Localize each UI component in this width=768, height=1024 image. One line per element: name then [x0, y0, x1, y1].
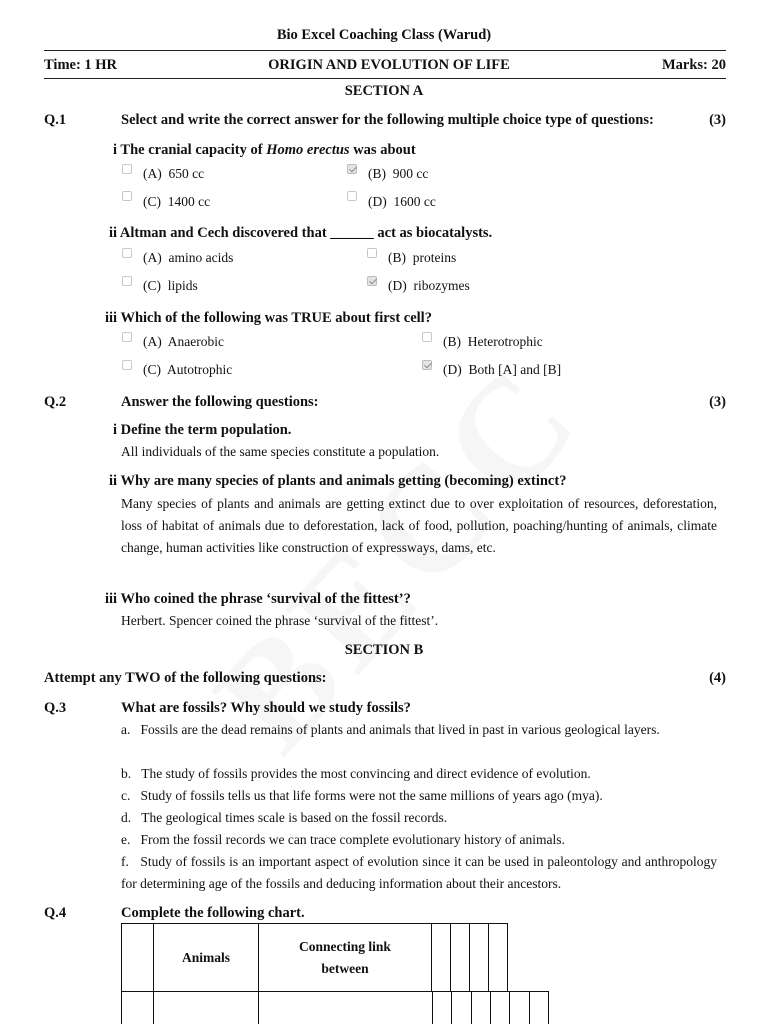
header-bottom-rule: [44, 78, 726, 79]
chart-cell-blank: [470, 924, 489, 992]
chart-row-line: [490, 991, 548, 992]
q3-number: Q.3: [44, 700, 67, 716]
q1-i-option-d: (D) 1600 cc: [368, 194, 436, 209]
chart-col-line: [258, 991, 259, 1024]
q2-item-1-question: i Define the term population.: [113, 422, 292, 438]
q1-iii-option-a: (A) Anaerobic: [143, 334, 224, 349]
q1-iii-option-c-checkbox[interactable]: [122, 360, 132, 370]
q1-ii-option-c: (C) lipids: [143, 278, 198, 293]
q3-point-f: f. Study of fossils is an important aspect of evolution since it can be used in paleontology and anthropology for determining age of the fossils and deducing information about their ancestors.: [121, 854, 717, 891]
q1-item-3-stem: Which of the following was TRUE about first cell?: [120, 310, 432, 326]
q1-text: Select and write the correct answer for the following multiple choice type of questions:: [121, 112, 654, 128]
q1-ii-option-b: (B) proteins: [388, 250, 457, 265]
q1-item-2: [109, 225, 492, 242]
q3-point-b: b. The study of fossils provides the most convincing and direct evidence of evolution.: [121, 766, 591, 781]
q1-i-option-b: (B) 900 cc: [368, 166, 429, 181]
chart-col-line: [451, 991, 452, 1024]
q2-item-2-answer: Many species of plants and animals are getting extinct due to over exploitation of resources, deforestation, loss of habitat of animals due to deforestation, lack of food, pollution, poaching/hunting of animals, climate change, human activities like construction of expressways, dams, etc.: [121, 496, 717, 555]
q1-i-option-a-checkbox[interactable]: [122, 164, 132, 174]
chart-cell-blank: [451, 924, 470, 992]
q1-item-1-stem-em: Homo erectus: [266, 142, 350, 158]
chart-cell-blank: [432, 924, 451, 992]
section-b-instruction: Attempt any TWO of the following questions:: [44, 670, 327, 686]
q1-item-1-num: i: [113, 142, 118, 158]
q1-ii-option-c-checkbox[interactable]: [122, 276, 132, 286]
q1-i-option-b-checkbox[interactable]: [347, 164, 357, 174]
q1-iii-option-c: (C) Autotrophic: [143, 362, 233, 377]
q1-item-2-num: ii: [109, 225, 118, 241]
q1-item-3: [105, 310, 432, 327]
section-b-marks: (4): [709, 670, 726, 686]
chart-col-line: [153, 991, 154, 1024]
q1-iii-option-a-checkbox[interactable]: [122, 332, 132, 342]
q1-item-3-num: iii: [105, 310, 118, 326]
q2-item-3-question: iii Who coined the phrase ‘survival of the fittest’?: [105, 591, 411, 607]
marks-label: Marks: 20: [661, 57, 726, 73]
chart-header-animals: Animals: [154, 924, 259, 992]
q2-item-2-question: ii Why are many species of plants and animals getting (becoming) extinct?: [109, 473, 567, 489]
q4-question: Complete the following chart.: [121, 905, 305, 921]
q1-item-1-stem-pre: The cranial capacity of: [120, 142, 267, 158]
chart-cell-index: [122, 924, 154, 992]
chart-col-line: [490, 991, 491, 1024]
q1-iii-option-b: (B) Heterotrophic: [443, 334, 543, 349]
chart-col-line: [432, 991, 433, 1024]
q1-item-1-stem-post: was about: [349, 142, 416, 158]
q1-i-option-c-checkbox[interactable]: [122, 191, 132, 201]
chart-header-connecting-link: Connecting link between: [259, 924, 432, 992]
chart-col-line: [471, 991, 472, 1024]
q1-marks: (3): [709, 112, 726, 128]
q1-item-1: [113, 142, 416, 159]
q1-ii-option-a: (A) amino acids: [143, 250, 234, 265]
section-b-heading: SECTION B: [344, 642, 424, 658]
q3-point-a: a. Fossils are the dead remains of plants and animals that lived in past in various geological layers.: [121, 722, 660, 737]
q1-i-option-a: (A) 650 cc: [143, 166, 205, 181]
q3-point-e: e. From the fossil records we can trace complete evolutionary history of animals.: [121, 832, 565, 847]
chart-col-line: [121, 991, 122, 1024]
chart-cell-blank: [489, 924, 508, 992]
q2-item-3-answer: Herbert. Spencer coined the phrase ‘survival of the fittest’.: [121, 613, 439, 628]
q4-number: Q.4: [44, 905, 67, 921]
q1-ii-option-a-checkbox[interactable]: [122, 248, 132, 258]
q2-marks: (3): [709, 394, 726, 410]
q1-i-option-c: (C) 1400 cc: [143, 194, 211, 209]
q3-point-d: d. The geological times scale is based on the fossil records.: [121, 810, 448, 825]
q1-item-2-stem: Altman and Cech discovered that ______ act as biocatalysts.: [119, 225, 493, 241]
q1-iii-option-d: (D) Both [A] and [B]: [443, 362, 562, 377]
q2-text: Answer the following questions:: [121, 394, 319, 410]
q4-chart-table: [121, 923, 508, 992]
q3-point-c: c. Study of fossils tells us that life forms were not the same millions of years ago (mya).: [121, 788, 603, 803]
q1-iii-option-b-checkbox[interactable]: [422, 332, 432, 342]
chart-col-line: [509, 991, 510, 1024]
chart-col-line: [548, 991, 549, 1024]
q1-number: Q.1: [44, 112, 67, 128]
institute-name: Bio Excel Coaching Class (Warud): [276, 27, 492, 43]
q1-ii-option-d: (D) ribozymes: [388, 278, 470, 293]
q1-ii-option-d-checkbox[interactable]: [367, 276, 377, 286]
q1-ii-option-b-checkbox[interactable]: [367, 248, 377, 258]
q2-item-1-answer: All individuals of the same species constitute a population.: [121, 444, 440, 459]
section-a-heading: SECTION A: [344, 83, 424, 99]
paper-title: ORIGIN AND EVOLUTION OF LIFE: [268, 57, 510, 73]
q3-question: What are fossils? Why should we study fossils?: [121, 700, 411, 716]
q1-iii-option-d-checkbox[interactable]: [422, 360, 432, 370]
q1-i-option-d-checkbox[interactable]: [347, 191, 357, 201]
header-top-rule: [44, 50, 726, 51]
q2-number: Q.2: [44, 394, 67, 410]
time-label: Time: 1 HR: [44, 57, 118, 73]
chart-col-line: [529, 991, 530, 1024]
